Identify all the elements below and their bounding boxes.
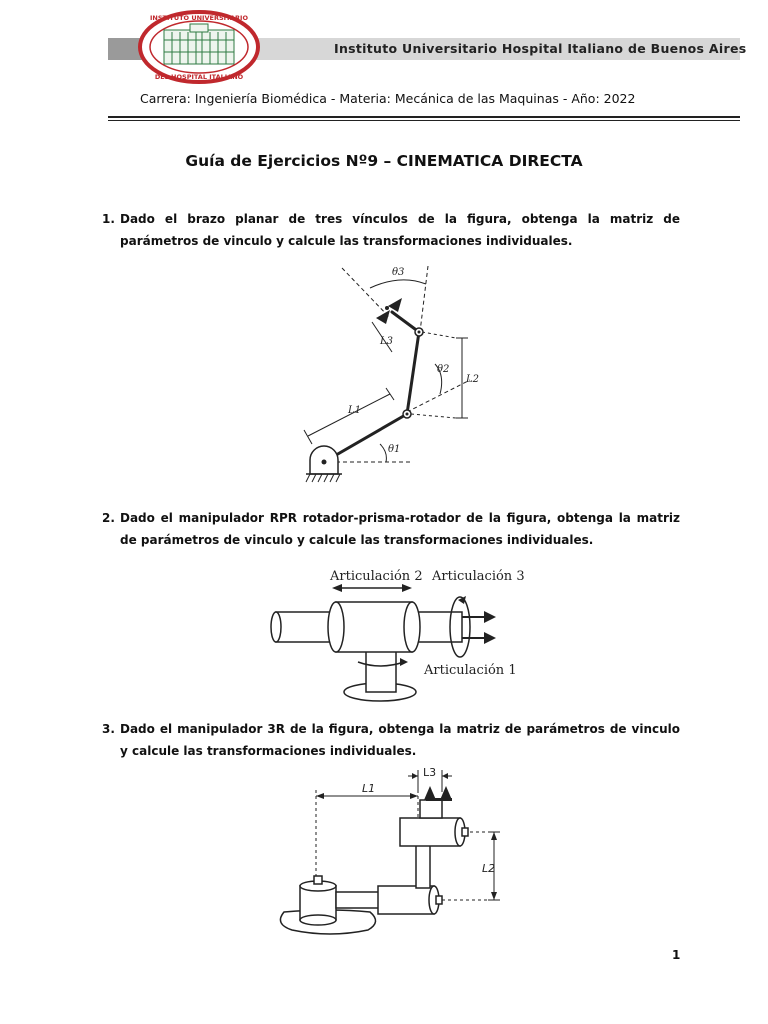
figure-3r-manipulator (270, 762, 510, 942)
label-l3: L3 (423, 766, 437, 779)
page-title: Guía de Ejercicios Nº9 – CINEMATICA DIRECTA (185, 152, 583, 170)
label-theta1: θ1 (388, 444, 401, 455)
exercise-number: 2. (102, 511, 115, 525)
exercise-1 (102, 208, 680, 252)
career-line: Carrera: Ingeniería Biomédica - Materia: Mecánica de las Maquinas - Año: 2022 (140, 91, 636, 106)
header-rule (108, 116, 740, 118)
label-joint3: Articulación 3 (432, 569, 525, 584)
header-rule-thin (108, 120, 740, 121)
figure-rpr-manipulator (262, 562, 532, 712)
label-joint2: Articulación 2 (330, 569, 423, 584)
logo-top-text: INSTITUTO UNIVERSITARIO (150, 14, 248, 22)
exercise-number: 3. (102, 722, 115, 736)
exercise-number: 1. (102, 212, 115, 226)
label-joint1: Articulación 1 (424, 663, 517, 678)
label-l2: L2 (466, 374, 480, 385)
label-l3: L3 (380, 336, 394, 347)
label-l1: L1 (348, 405, 362, 416)
page-number: 1 (672, 948, 681, 962)
exercise-text: Dado el manipulador 3R de la figura, obtenga la matriz de parámetros de vinculo y calcule las transformaciones individuales. (120, 722, 680, 758)
label-theta2: θ2 (437, 364, 450, 375)
exercise-text: Dado el brazo planar de tres vínculos de la figura, obtenga la matriz de parámetros de vinculo y calcule las transformaciones individuales. (120, 212, 680, 248)
logo-bottom-text: DEL HOSPITAL ITALIANO (154, 73, 244, 81)
header-band-accent (108, 38, 142, 60)
label-l1: L1 (362, 782, 376, 795)
label-theta3: θ3 (392, 267, 405, 278)
exercise-text: Dado el manipulador RPR rotador-prisma-rotador de la figura, obtenga la matriz de parámetros de vinculo y calcule las transformaciones individuales. (120, 511, 680, 547)
institute-name: Instituto Universitario Hospital Italiano de Buenos Aires (334, 41, 747, 56)
exercise-2 (102, 507, 680, 551)
exercise-3 (102, 718, 680, 762)
figure-planar-arm (280, 260, 500, 490)
institute-logo (138, 10, 260, 84)
label-l2: L2 (482, 862, 496, 875)
